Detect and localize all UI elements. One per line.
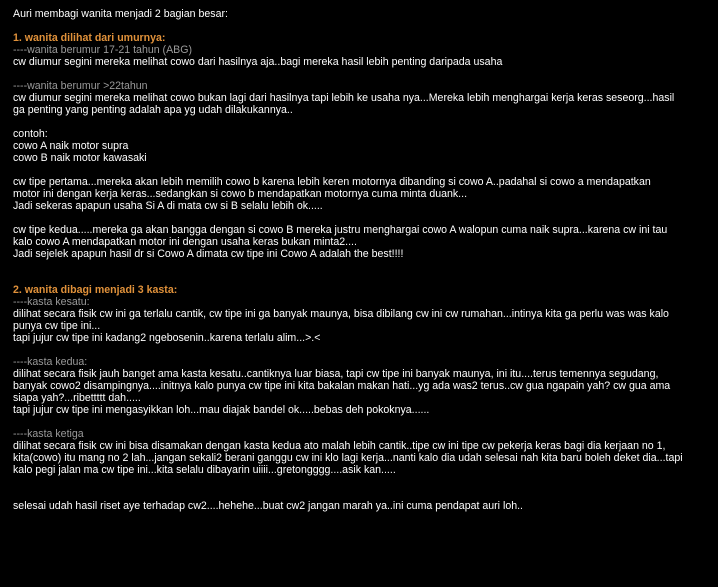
kasta3-label: ----kasta ketiga [13, 428, 84, 440]
section-1-heading: 1. wanita dilihat dari umurnya: [13, 32, 166, 44]
closing-line: selesai udah hasil riset aye terhadap cw2....hehehe...buat cw2 jangan marah ya..ini cuma pendapat auri loh.. [13, 500, 523, 512]
para1-line: cw tipe pertama...mereka akan lebih memilih cowo b karena lebih keren motornya dibanding si cowo A..padahal si cowo a mendapatkan [13, 176, 651, 188]
kasta2-line: siapa yah?...ribettttt dah..... [13, 392, 141, 404]
para1-line: Jadi sekeras apapun usaha Si A di mata cw si B selalu lebih ok..... [13, 200, 323, 212]
kasta2-label: ----kasta kedua: [13, 356, 88, 368]
para2-line: kalo cowo A mendapatkan motor ini dengan usaha keras bukan minta2.... [13, 236, 357, 248]
group-b-label: ----wanita berumur >22tahun [13, 80, 148, 92]
example-label: contoh: [13, 128, 48, 140]
intro-line: Auri membagi wanita menjadi 2 bagian besar: [13, 8, 228, 20]
kasta3-line: kita(cowo) itu mang no 2 lah...jangan sekali2 berani ganggu cw ini klo lagi kerja...nanti kalo dia udah selesai nah kita baru boleh deket dia...tapi [13, 452, 683, 464]
kasta2-line: banyak cowo2 disampingnya....initnya kalo punya cw tipe ini kita bakalan makan hati...yg ada was2 terus..cw gua ngapain yah? cw gua ama [13, 380, 671, 392]
kasta3-line: kalo pegi jalan ma cw tipe ini...kita selalu dibayarin uiiii...gretongggg....asik kan..... [13, 464, 396, 476]
kasta1-line: punya cw tipe ini... [13, 320, 101, 332]
example-line: cowo B naik motor kawasaki [13, 152, 147, 164]
kasta2-line: dilihat secara fisik jauh banget ama kasta kesatu..cantiknya luar biasa, tapi cw tipe ini banyak maunya, ini itu....terus temennya segudang, [13, 368, 659, 380]
kasta3-line: dilihat secara fisik cw ini bisa disamakan dengan kasta kedua ato malah lebih cantik..tipe cw ini tipe cw pekerja keras bagi dia kerjaan no 1, [13, 440, 666, 452]
para2-line: cw tipe kedua.....mereka ga akan bangga dengan si cowo B mereka justru menghargai cowo A walopun cuma naik supra...karena cw ini tau [13, 224, 668, 236]
para2-line: Jadi sejelek apapun hasil dr si Cowo A dimata cw tipe ini Cowo A adalah the best!!!! [13, 248, 404, 260]
kasta1-label: ----kasta kesatu: [13, 296, 90, 308]
kasta1-line: tapi jujur cw tipe ini kadang2 ngebosenin..karena terlalu alim...>.< [13, 332, 321, 344]
group-a-label: ----wanita berumur 17-21 tahun (ABG) [13, 44, 192, 56]
group-b-line: ga penting yang penting adalah apa yg udah dilakukannya.. [13, 104, 293, 116]
example-line: cowo A naik motor supra [13, 140, 129, 152]
kasta2-line: tapi jujur cw tipe ini mengasyikkan loh...mau diajak bandel ok.....bebas deh pokoknya...... [13, 404, 430, 416]
group-b-line: cw diumur segini mereka melihat cowo bukan lagi dari hasilnya tapi lebih ke usaha nya...Mereka lebih menghargai kerja keras seseorg...hasil [13, 92, 675, 104]
section-2-heading: 2. wanita dibagi menjadi 3 kasta: [13, 284, 178, 296]
kasta1-line: dilihat secara fisik cw ini ga terlalu cantik, cw tipe ini ga banyak maunya, bisa dibilang cw ini cw rumahan...intinya kita ga perlu was was kalo [13, 308, 669, 320]
group-a-line: cw diumur segini mereka melihat cowo dari hasilnya aja..bagi mereka hasil lebih penting daripada usaha [13, 56, 503, 68]
article-body [13, 8, 713, 512]
para1-line: motor ini dengan kerja keras...sedangkan si cowo b mendapatkan motornya cuma minta duank... [13, 188, 468, 200]
